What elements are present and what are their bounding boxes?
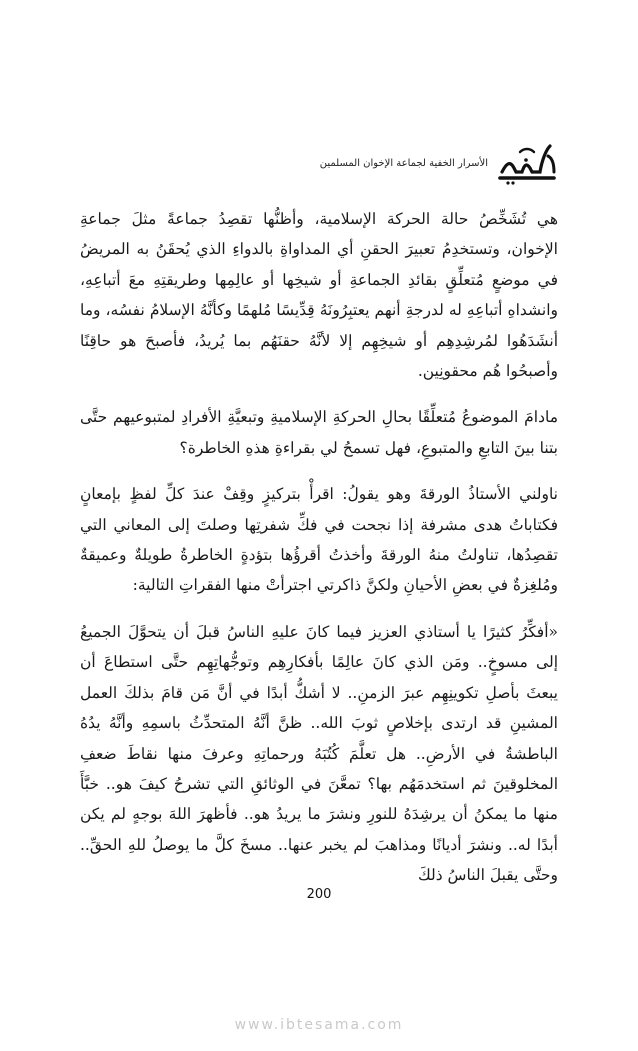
watermark: www.ibtesama.com <box>234 1017 404 1033</box>
paragraph: مادامَ الموضوعُ مُتعلِّقًا بحالِ الحركةِ الإسلاميةِ وتبعيَّةِ الأفرادِ لمتبوعيهم حتَّى بتنا بينَ التابعِ والمتبوعِ، فهل تسمحُ لي بقراءةِ هذهِ الخاطرة؟ <box>80 408 558 457</box>
book-logo-calligraphy <box>496 138 560 186</box>
page-body <box>80 204 558 891</box>
book-logo <box>496 138 560 186</box>
paragraph: هي تُشَخِّصُ حالة الحركة الإسلامية، وأظنُّها تقصِدُ جماعةً مثلَ جماعةِ الإخوان، وتستخدِمُ تعبيرَ الحقنِ أي المداواةِ بالدواءِ الذي يُحقَنُ به المريضُ في موضعٍ مُتعلِّقٍ بقائدِ الجماعةِ أو شيخِها أو عالِمِها وطريقتِهِ معَ أتباعِهِ، وانشداهِ أتباعِهِ له لدرجةِ أنهم يعتبِرُونَهُ قِدِّيسًا مُلهمًا وكأنَّهُ الإسلامُ نفسُه، وما أنشَدَهُوا لمُرشِدِهِم أو شيخِهِم إلا لأنَّهُ حقنَهُم بما يُريدُ، فأصبحَ هو حاقِنًا وأصبحُوا هُم محقونِين. <box>80 210 558 381</box>
paragraph: «أفكِّرُ كثيرًا يا أستاذي العزيز فيما كانَ عليهِ الناسُ قبلَ أن يتحوَّلَ الجميعُ إلى مسوخٍ.. ومَن الذي كانَ عالِمًا بأفكارِهِم وتوجُّهاتِهِم حتَّى استطاعَ أن يبعثَ بأصلِ تكوينِهِم عبرَ الزمنِ.. لا أشكُّ أبدًا في أنَّ مَن قامَ بذلكَ العمل المشينِ قد ارتدى بإخلاصٍ ثوبَ الله.. ظنَّ أنَّهُ المتحدِّثُ باسمِهِ وأنَّهُ يدُهُ الباطشةُ في الأرضِ.. هل تعلَّمَ كُتُبَهُ ورحماتِهِ وعرفَ منها نقاطَ ضعفِ المخلوقينَ ثم استخدمَهُم بها؟ تمعَّنَ في الوثائقِ التي تشرحُ كيفَ هو.. خبَّأَ منها ما يمكنُ أن يرشِدَهُ للنورِ ونشرَ ما يريدُ هو.. فأظهرَ اللهَ بوجهٍ لم يكن أبدًا له.. ونشرَ أديانًا ومذاهبَ لم يخبر عنها.. مسخَ كلَّ ما يوصلُ للهِ الحقِّ.. وحتَّى يقبلَ الناسُ ذلكَ <box>80 622 558 885</box>
series-title: الأسرار الخفية لجماعة الإخوان المسلمين <box>319 158 488 169</box>
paragraph: ناولني الأستاذُ الورقةَ وهو يقولُ: اقرأْ بتركيزٍ وقِفْ عندَ كلِّ لفظٍ بإمعانٍ فكتاباتُ هدى مشرفة إذا نجحت في فكِّ شفرتِها وصلتَ إلى المعاني التي تقصِدُها، تناولتُ منهُ الورقةَ وأخذتُ أقرؤُها بتؤدةٍ الخاطرةُ طويلةٌ وعميقةٌ ومُلغِزةٌ في بعضِ الأحيانِ ولكنَّ ذاكرتي اجترأتْ منها الفقراتِ التالية: <box>80 485 558 595</box>
page-number: 200 <box>306 887 332 902</box>
page-header <box>76 138 560 190</box>
